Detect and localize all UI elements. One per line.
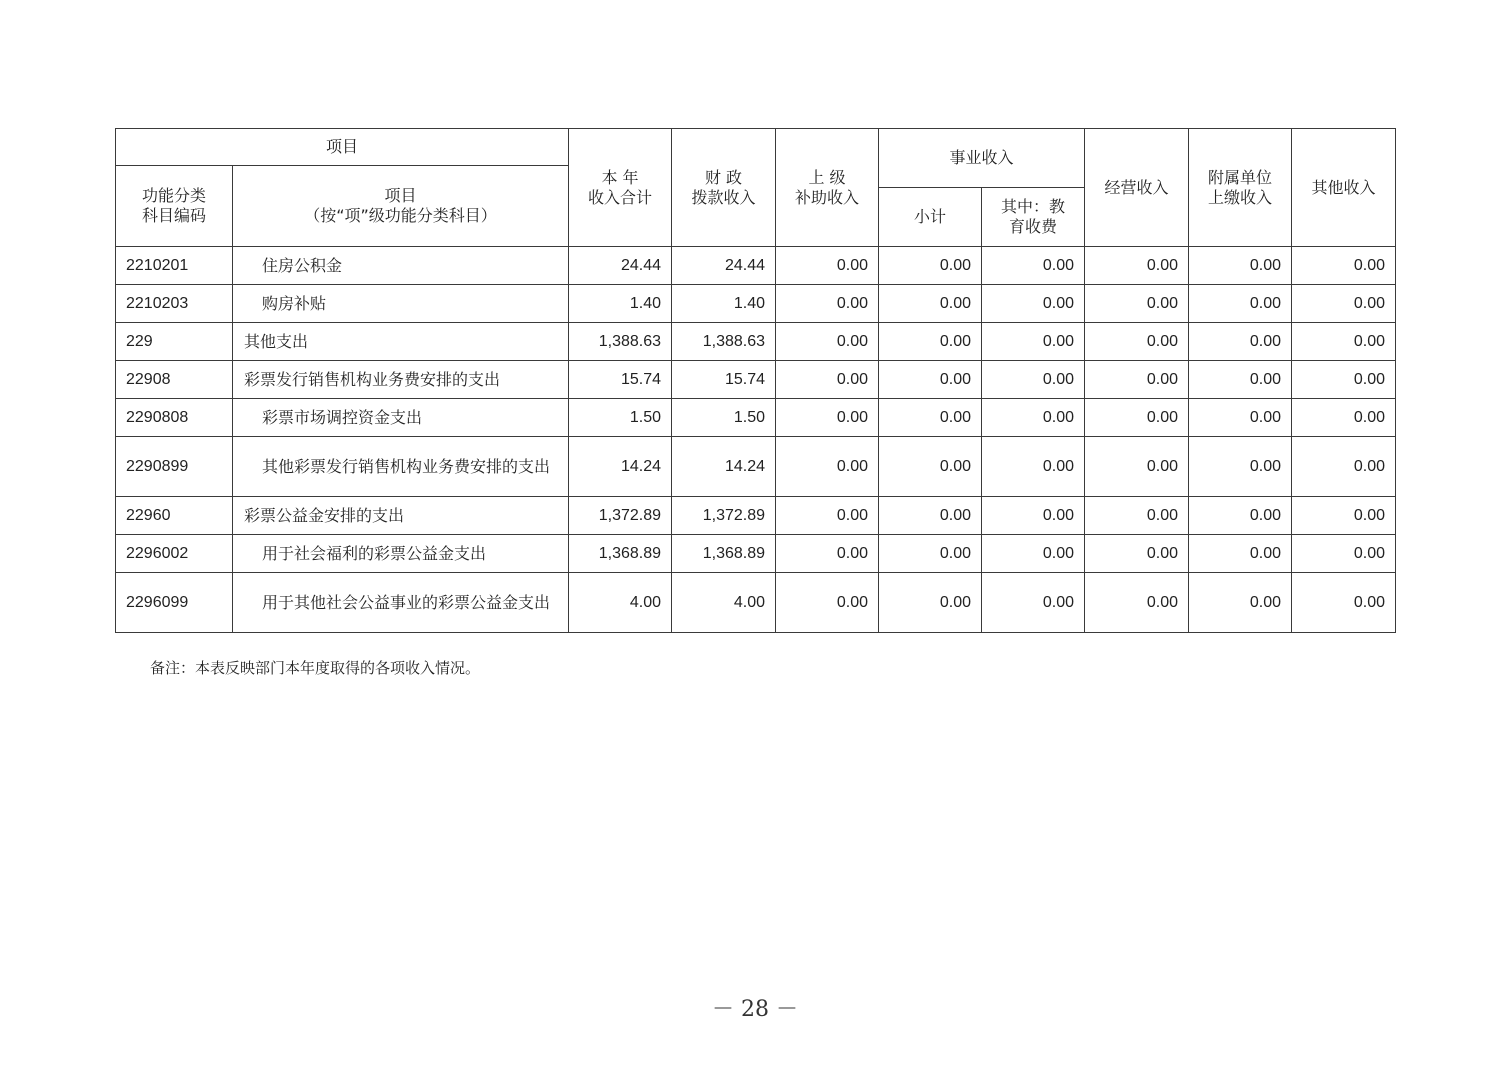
item-name-cell: 用于社会福利的彩票公益金支出 (233, 535, 569, 573)
item-name-cell: 其他支出 (233, 323, 569, 361)
footnote: 备注：本表反映部门本年度取得的各项收入情况。 (150, 659, 481, 677)
table-row (116, 323, 1396, 361)
table-row (116, 497, 1396, 535)
upper-value-cell: 0.00 (776, 497, 879, 535)
other-value-cell: 0.00 (1292, 437, 1396, 497)
total-income-header: 本 年 收入合计 (569, 129, 672, 247)
fiscal-value-cell: 14.24 (672, 437, 776, 497)
function-code-cell: 2296002 (116, 535, 233, 573)
operation-value-cell: 0.00 (1085, 361, 1189, 399)
fiscal-appropriation-header: 财 政 拨款收入 (672, 129, 776, 247)
operation-value-cell: 0.00 (1085, 399, 1189, 437)
affiliate-value-cell: 0.00 (1189, 361, 1292, 399)
function-code-cell: 2296099 (116, 573, 233, 633)
fiscal-value-cell: 1,388.63 (672, 323, 776, 361)
table-row (116, 437, 1396, 497)
operation-income-header: 经营收入 (1085, 129, 1189, 247)
total-value-cell: 1.40 (569, 285, 672, 323)
education-value-cell: 0.00 (982, 437, 1085, 497)
affiliate-value-cell: 0.00 (1189, 535, 1292, 573)
item-name-cell: 彩票发行销售机构业务费安排的支出 (233, 361, 569, 399)
fiscal-value-cell: 24.44 (672, 247, 776, 285)
affiliate-value-cell: 0.00 (1189, 573, 1292, 633)
total-value-cell: 1.50 (569, 399, 672, 437)
item-name-cell: 其他彩票发行销售机构业务费安排的支出 (233, 437, 569, 497)
operation-value-cell: 0.00 (1085, 323, 1189, 361)
project-group-header: 项目 (116, 129, 569, 166)
other-value-cell: 0.00 (1292, 573, 1396, 633)
subtotal-value-cell: 0.00 (879, 535, 982, 573)
function-code-header: 功能分类 科目编码 (116, 166, 233, 247)
other-value-cell: 0.00 (1292, 323, 1396, 361)
education-fee-header: 其中：教 育收费 (982, 187, 1085, 246)
education-value-cell: 0.00 (982, 573, 1085, 633)
function-code-cell: 229 (116, 323, 233, 361)
function-code-cell: 2210203 (116, 285, 233, 323)
affiliate-value-cell: 0.00 (1189, 247, 1292, 285)
item-name-cell: 彩票公益金安排的支出 (233, 497, 569, 535)
education-value-cell: 0.00 (982, 361, 1085, 399)
operation-value-cell: 0.00 (1085, 437, 1189, 497)
table-body (116, 247, 1396, 633)
subtotal-value-cell: 0.00 (879, 573, 982, 633)
function-code-cell: 22960 (116, 497, 233, 535)
education-value-cell: 0.00 (982, 323, 1085, 361)
total-value-cell: 1,372.89 (569, 497, 672, 535)
item-name-cell: 彩票市场调控资金支出 (233, 399, 569, 437)
education-value-cell: 0.00 (982, 399, 1085, 437)
operation-value-cell: 0.00 (1085, 247, 1189, 285)
affiliate-value-cell: 0.00 (1189, 323, 1292, 361)
other-value-cell: 0.00 (1292, 399, 1396, 437)
total-value-cell: 4.00 (569, 573, 672, 633)
subtotal-value-cell: 0.00 (879, 285, 982, 323)
total-value-cell: 1,388.63 (569, 323, 672, 361)
subtotal-value-cell: 0.00 (879, 497, 982, 535)
other-value-cell: 0.00 (1292, 361, 1396, 399)
table-row (116, 535, 1396, 573)
total-value-cell: 14.24 (569, 437, 672, 497)
education-value-cell: 0.00 (982, 535, 1085, 573)
fiscal-value-cell: 4.00 (672, 573, 776, 633)
total-value-cell: 15.74 (569, 361, 672, 399)
affiliate-value-cell: 0.00 (1189, 497, 1292, 535)
upper-value-cell: 0.00 (776, 535, 879, 573)
item-name-cell: 住房公积金 (233, 247, 569, 285)
upper-subsidy-header: 上 级 补助收入 (776, 129, 879, 247)
affiliate-value-cell: 0.00 (1189, 399, 1292, 437)
total-value-cell: 1,368.89 (569, 535, 672, 573)
affiliate-value-cell: 0.00 (1189, 285, 1292, 323)
item-name-cell: 用于其他社会公益事业的彩票公益金支出 (233, 573, 569, 633)
function-code-cell: 2210201 (116, 247, 233, 285)
education-value-cell: 0.00 (982, 497, 1085, 535)
operation-value-cell: 0.00 (1085, 497, 1189, 535)
function-code-cell: 22908 (116, 361, 233, 399)
total-value-cell: 24.44 (569, 247, 672, 285)
subtotal-value-cell: 0.00 (879, 399, 982, 437)
table-header (116, 129, 1396, 247)
upper-value-cell: 0.00 (776, 247, 879, 285)
table-row (116, 247, 1396, 285)
function-code-cell: 2290899 (116, 437, 233, 497)
table-row (116, 573, 1396, 633)
table-row (116, 285, 1396, 323)
income-table (115, 128, 1396, 633)
education-value-cell: 0.00 (982, 247, 1085, 285)
fiscal-value-cell: 1.50 (672, 399, 776, 437)
other-income-header: 其他收入 (1292, 129, 1396, 247)
subtotal-value-cell: 0.00 (879, 437, 982, 497)
upper-value-cell: 0.00 (776, 285, 879, 323)
affiliate-income-header: 附属单位 上缴收入 (1189, 129, 1292, 247)
table-row (116, 361, 1396, 399)
upper-value-cell: 0.00 (776, 323, 879, 361)
upper-value-cell: 0.00 (776, 399, 879, 437)
subtotal-value-cell: 0.00 (879, 247, 982, 285)
affiliate-value-cell: 0.00 (1189, 437, 1292, 497)
function-code-cell: 2290808 (116, 399, 233, 437)
item-name-cell: 购房补贴 (233, 285, 569, 323)
fiscal-value-cell: 1,372.89 (672, 497, 776, 535)
operation-value-cell: 0.00 (1085, 285, 1189, 323)
subtotal-value-cell: 0.00 (879, 361, 982, 399)
business-income-header: 事业收入 (879, 129, 1085, 188)
subtotal-value-cell: 0.00 (879, 323, 982, 361)
other-value-cell: 0.00 (1292, 285, 1396, 323)
upper-value-cell: 0.00 (776, 573, 879, 633)
business-subtotal-header: 小计 (879, 187, 982, 246)
item-name-header: 项目 （按“项”级功能分类科目） (233, 166, 569, 247)
operation-value-cell: 0.00 (1085, 535, 1189, 573)
operation-value-cell: 0.00 (1085, 573, 1189, 633)
table-row (116, 399, 1396, 437)
other-value-cell: 0.00 (1292, 535, 1396, 573)
upper-value-cell: 0.00 (776, 361, 879, 399)
other-value-cell: 0.00 (1292, 497, 1396, 535)
fiscal-value-cell: 1.40 (672, 285, 776, 323)
education-value-cell: 0.00 (982, 285, 1085, 323)
page-number: － 28 － (712, 997, 798, 1022)
fiscal-value-cell: 15.74 (672, 361, 776, 399)
other-value-cell: 0.00 (1292, 247, 1396, 285)
upper-value-cell: 0.00 (776, 437, 879, 497)
fiscal-value-cell: 1,368.89 (672, 535, 776, 573)
